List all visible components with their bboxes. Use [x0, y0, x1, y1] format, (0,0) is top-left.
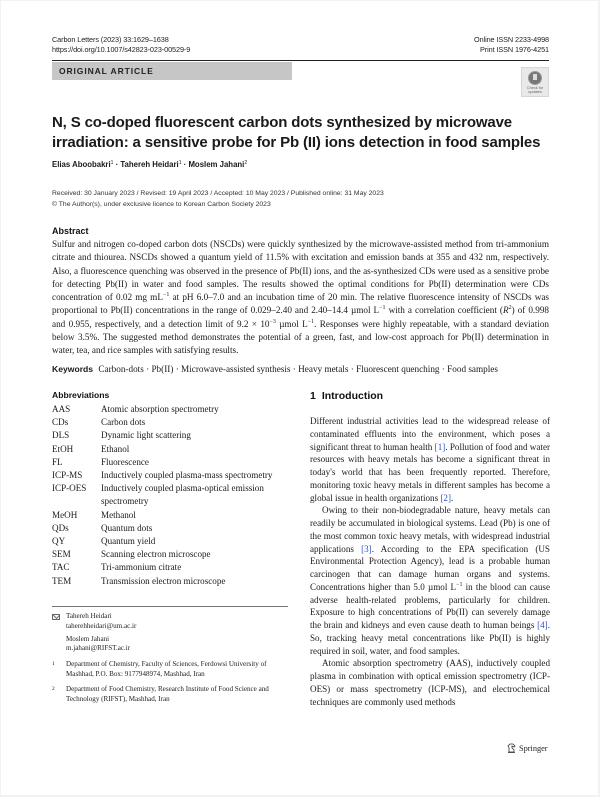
text-segment: .	[451, 492, 454, 503]
text-segment: . Pollution of food and water resources with heavy metals has become a significant threat in today's world that has been frequently reported. Therefore, monitoring toxic heavy metals in different samples has become a global issue in health organizations	[310, 441, 551, 503]
author-list	[52, 160, 247, 169]
article-type-banner: ORIGINAL ARTICLE	[52, 62, 292, 80]
abbreviation-definition: Inductively coupled plasma-mass spectrometry	[101, 470, 273, 481]
corresponding-author-email[interactable]: m.jahani@RIFST.ac.ir	[66, 644, 131, 653]
citation-link[interactable]: [3]	[361, 543, 372, 554]
abstract-segment: at pH 6.0–7.0 and an incubation time of 20 min. The relative fluorescence intensity of NSCDs was proportional to Pb(II) concentrations in the range of 0.029–2.40 and 2.40–14.4 µmol L	[52, 292, 549, 316]
abbreviation-definition: Methanol	[101, 509, 136, 520]
keywords-line	[52, 364, 552, 374]
abbreviation-row	[52, 403, 302, 416]
abbreviation-key: MeOH	[52, 509, 78, 520]
superscript: −1	[162, 292, 170, 299]
footnotes	[52, 612, 292, 707]
abbreviation-key: DLS	[52, 430, 70, 441]
abbreviation-definition: Quantum dots	[101, 522, 153, 533]
journal-citation: Carbon Letters (2023) 33:1629–1638	[52, 35, 169, 44]
article-title: N, S co-doped fluorescent carbon dots synthesized by microwave irradiation: a sensitive probe for Pb (II) ions detection in food samples	[52, 114, 541, 151]
superscript: 2	[508, 305, 512, 312]
corresponding-author	[52, 635, 292, 655]
abbreviation-row	[52, 548, 302, 561]
section-title: Introduction	[321, 390, 384, 402]
abbreviation-definition: Atomic absorption spectrometry	[101, 404, 219, 414]
author-affiliation-mark: 1	[178, 160, 182, 166]
abbreviation-key: TAC	[52, 562, 70, 573]
text-segment: Different industrial activities lead to the widespread release of contaminated effluents into the environment, which poses a significant threat to human health	[310, 416, 550, 452]
citation-link[interactable]: [4]	[537, 620, 548, 630]
envelope-icon	[52, 614, 60, 620]
citation-link[interactable]: [2]	[440, 492, 452, 503]
abstract-segment: . Responses were highly repeatable, with a standard deviation below 3.5%. The suggested method demonstrates the potential of a green, fast, and low-cost approach for Pb(II) determination in water, tea, and rice samples with satisfying results.	[52, 318, 550, 356]
paper-page	[1, 1, 598, 795]
author-name[interactable]: Elias Aboobakri	[52, 160, 111, 169]
keywords-heading: Keywords	[52, 364, 94, 374]
check-updates-line1: Check for	[526, 86, 544, 90]
section-heading-introduction	[310, 390, 383, 402]
superscript: −1	[379, 305, 386, 312]
superscript: −1	[456, 581, 463, 588]
affiliation	[52, 660, 292, 680]
abbreviation-row	[52, 469, 302, 482]
abbreviation-key: ICP-OES	[52, 483, 87, 494]
check-for-updates-badge[interactable]	[521, 67, 549, 97]
text-segment: . According to the EPA specification (US Environmental Protection Agency), lead is a probable human carcinogen that can damage human organs and systems. Concentrations higher than 5.0 µmol L	[310, 543, 550, 592]
check-updates-line2: updates	[528, 90, 542, 95]
abstract-segment: Sulfur and nitrogen co-doped carbon dots (NSCDs) were quickly synthesized by the microwave-assisted method from tri-ammonium citrate and thiourea. NSCDs showed a quantum yield of 11.5% with excitation and emission bands at 355 and 432 nm, respectively. Also, a fluorescence quenching was observed in the presence of Pb(II) ions, and the as-synthesized CDs were used as a sensitive probe for detecting Pb(II) in water and food samples. The results showed the optimal conditions for Pb(II) determination were CDs concentration of 0.02 mg mL	[52, 239, 549, 303]
publisher-name: Springer	[519, 743, 548, 753]
corresponding-author-email[interactable]: taherehheidari@um.ac.ir	[66, 621, 137, 630]
springer-horse-icon	[507, 743, 516, 753]
abbreviation-definition: Scanning electron microscope	[101, 549, 211, 560]
abbreviation-key: ICP-MS	[52, 470, 83, 481]
header-rule	[52, 60, 549, 61]
paragraph	[310, 504, 550, 657]
history-dates: Received: 30 January 2023 / Revised: 19 April 2023 / Accepted: 10 May 2023 / Published online: 31 May 2023	[52, 190, 384, 197]
superscript: −1	[307, 318, 315, 325]
author-name[interactable]: Tahereh Heidari	[120, 160, 179, 169]
abstract-heading: Abstract	[52, 226, 89, 236]
abbreviation-row	[52, 561, 302, 574]
doi-link[interactable]: https://doi.org/10.1007/s42823-023-00529-9	[52, 45, 191, 54]
bookmark-icon	[528, 71, 542, 85]
journal-header-left	[52, 35, 190, 55]
abbreviation-definition: Tri-ammonium citrate	[101, 562, 182, 573]
abstract-segment: with a correlation coefficient (	[385, 305, 503, 316]
keywords-text: Carbon-dots · Pb(II) · Microwave-assisted synthesis · Heavy metals · Fluorescent quenching · Food samples	[98, 364, 498, 374]
abbreviation-definition: Ethanol	[101, 443, 130, 454]
citation-link[interactable]: [1]	[434, 441, 446, 452]
abbreviation-key: AAS	[52, 404, 71, 414]
superscript: −3	[269, 318, 276, 325]
affiliation-text: Department of Food Chemistry, Research Institute of Food Science and Technology (RIFST), Mashhad, Iran	[66, 684, 269, 703]
abbreviation-definition: Dynamic light scattering	[101, 430, 191, 441]
introduction-body	[310, 415, 550, 708]
publication-dates	[52, 189, 384, 210]
author-affiliation-mark: 2	[244, 160, 248, 166]
abbreviation-row	[52, 429, 302, 442]
abbreviation-row	[52, 482, 302, 508]
corresponding-author-name: Moslem Jahani	[66, 634, 110, 643]
corresponding-author	[52, 612, 292, 632]
affiliation-number: 2	[52, 685, 55, 692]
abbreviation-definition: Carbon dots	[101, 417, 146, 428]
paragraph: Atomic absorption spectrometry (AAS), inductively coupled plasma in combination with optical emission spectrometry (ICP-OES) or mass spectrometry (ICP-MS), and electrochemical techniques are commonly used methods	[310, 658, 550, 707]
author-name[interactable]: Moslem Jahani	[188, 160, 245, 169]
abbreviation-key: TEM	[52, 575, 72, 586]
author-separator: ·	[181, 160, 189, 169]
abbreviations-table	[52, 403, 302, 588]
abbreviations-heading: Abbreviations	[52, 390, 110, 400]
abbreviation-key: CDs	[52, 417, 69, 428]
section-number: 1	[310, 390, 316, 402]
abbreviation-definition: Transmission electron microscope	[101, 575, 226, 586]
abbreviation-key: SEM	[52, 549, 71, 560]
paragraph	[310, 415, 550, 504]
author-separator: ·	[113, 160, 121, 169]
footnote-rule	[52, 606, 288, 607]
author-affiliation-mark: 1	[110, 160, 114, 166]
journal-header-right	[474, 35, 549, 55]
abbreviation-key: QY	[52, 536, 66, 547]
abbreviation-definition: Inductively coupled plasma-optical emission spectrometry	[101, 483, 264, 507]
abstract-segment: ) of 0.998 and 0.955, respectively, and a detection limit of 9.2 × 10	[52, 305, 550, 329]
copyright-line: © The Author(s), under exclusive licence to Korean Carbon Society 2023	[52, 200, 271, 208]
r-squared-symbol: R	[502, 305, 509, 316]
abbreviation-row	[52, 509, 302, 522]
corresponding-author-name: Tahereh Heidari	[66, 612, 112, 620]
print-issn: Print ISSN 1976-4251	[480, 45, 549, 54]
publisher-logo	[507, 743, 548, 753]
abbreviation-key: FL	[52, 456, 63, 467]
abbreviation-row	[52, 416, 302, 429]
affiliation-number: 1	[52, 661, 55, 668]
text-segment: Owing to their non-biodegradable nature, heavy metals can readily be accumulated in biological systems. Lead (Pb) is one of the most common toxic heavy metals, with widespread industrial applications	[310, 505, 550, 554]
text-segment: . So, tracking heavy metal concentrations like Pb(II) is highly required in soil, water, and food samples.	[310, 620, 550, 656]
abstract-segment: µmol L	[275, 318, 308, 329]
abstract-text	[52, 238, 549, 358]
affiliation-text: Department of Chemistry, Faculty of Sciences, Ferdowsi University of Mashhad, P.O. Box: 9177948974, Mashhad, Iran	[66, 660, 267, 678]
abbreviation-row	[52, 522, 302, 535]
abbreviation-row	[52, 535, 302, 548]
abbreviation-row	[52, 575, 302, 588]
abbreviation-row	[52, 456, 302, 469]
abbreviation-definition: Quantum yield	[101, 536, 156, 547]
affiliation	[52, 685, 292, 705]
abbreviation-key: QDs	[52, 522, 69, 533]
text-segment: in the blood can cause adverse health-related problems, particularly for children. Exposure to high concentrations of Pb(II) can severely damage the brain and kidneys and even cause death to human beings	[310, 581, 550, 630]
abbreviation-key: EtOH	[52, 443, 74, 454]
online-issn: Online ISSN 2233-4998	[474, 35, 549, 44]
abbreviation-definition: Fluorescence	[101, 456, 149, 467]
abbreviation-row	[52, 443, 302, 456]
